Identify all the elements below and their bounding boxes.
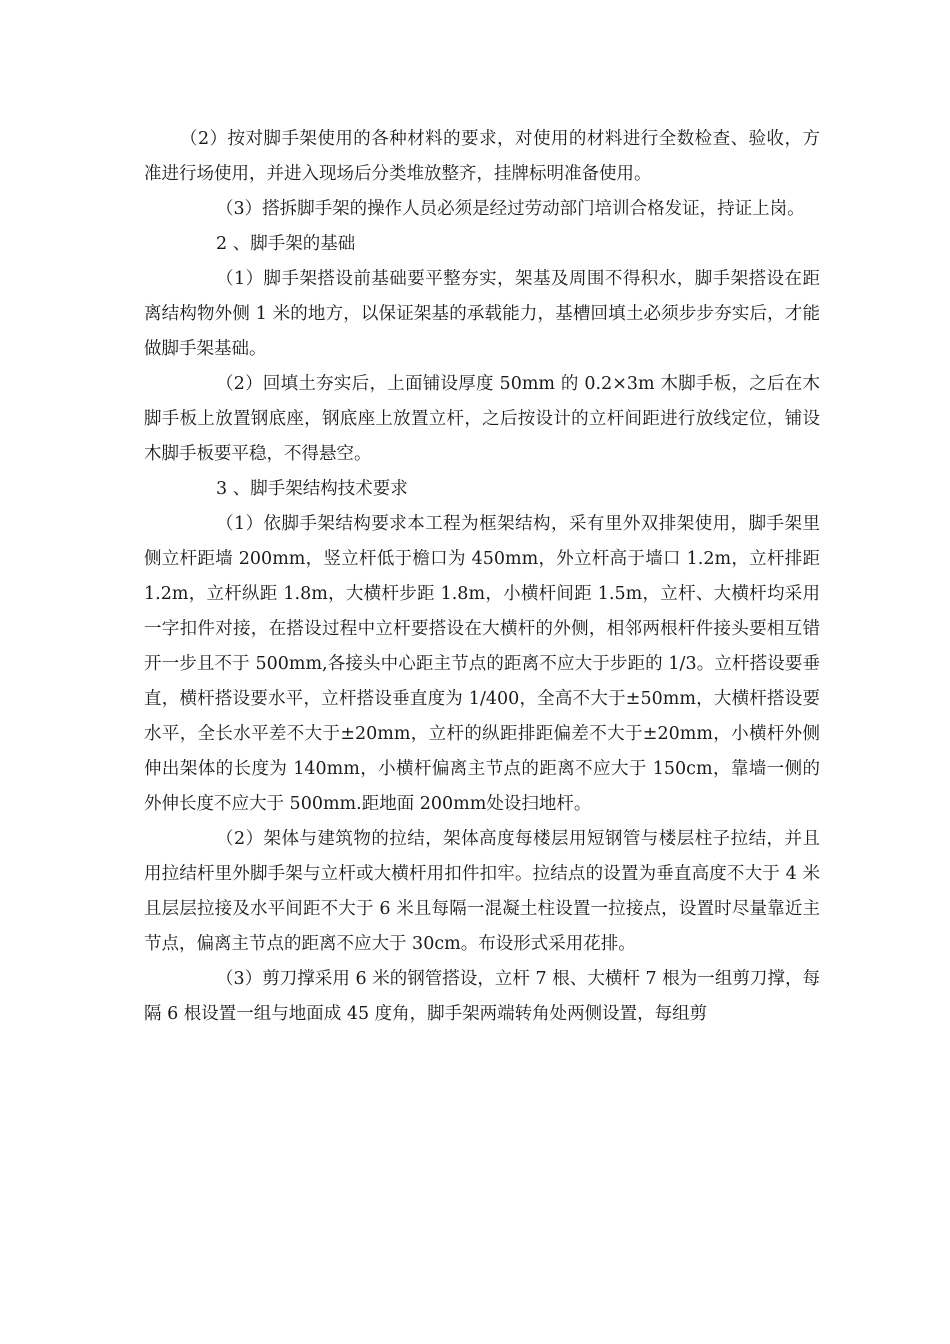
paragraph-structure-3: （3）剪刀撑采用 6 米的钢管搭设，立杆 7 根、大横杆 7 根为一组剪刀撑，每隔 6 根设置一组与地面成 45 度角，脚手架两端转角处两侧设置，每组剪 [144,969,820,1024]
paragraph-foundation-1: （1）脚手架搭设前基础要平整夯实，架基及周围不得积水，脚手架搭设在距离结构物外侧 1 米的地方，以保证架基的承载能力，基槽回填土必须步步夯实后，才能做脚手架基础。 [144,269,820,359]
paragraph-foundation-2: （2）回填土夯实后，上面铺设厚度 50mm 的 0.2×3m 木脚手板，之后在木脚手板上放置钢底座，钢底座上放置立杆，之后按设计的立杆间距进行放线定位，铺设木脚手板要平稳，不得悬空。 [144,374,820,464]
paragraph-material-inspection: （2）按对脚手架使用的各种材料的要求，对使用的材料进行全数检查、验收，方准进行场使用，并进入现场后分类堆放整齐，挂牌标明准备使用。 [144,129,820,184]
section-heading-foundation: 2 、脚手架的基础 [216,234,356,254]
paragraph-structure-2: （2）架体与建筑物的拉结，架体高度每楼层用短钢管与楼层柱子拉结，并且用拉结杆里外脚手架与立杆或大横杆用扣件扣牢。拉结点的设置为垂直高度不大于 4 米且层层拉接及水平间距不大于 6 米且每隔一混凝土柱设置一拉接点，设置时尽量靠近主节点，偏离主节点的距离不应大于 30cm。布设形式采用花排。 [144,829,820,954]
paragraph-structure-1: （1）依脚手架结构要求本工程为框架结构，采有里外双排架使用，脚手架里侧立杆距墙 200mm，竖立杆低于檐口为 450mm，外立杆高于墙口 1.2m，立杆排距 1.2m，立杆纵距 1.8m，大横杆步距 1.8m，小横杆间距 1.5m，立杆、大横杆均采用一字扣件对接，在搭设过程中立杆要搭设在大横杆的外侧，相邻两根杆件接头要相互错开一步且不于 500mm,各接头中心距主节点的距离不应大于步距的 1/3。立杆搭设要垂直，横杆搭设要水平，立杆搭设垂直度为 1/400，全高不大于±50mm，大横杆搭设要水平，全长水平差不大于±20mm，立杆的纵距排距偏差不大于±20mm，小横杆外侧伸出架体的长度为 140mm，小横杆偏离主节点的距离不应大于 150cm，靠墙一侧的外伸长度不应大于 500mm.距地面 200mm处设扫地杆。 [144,514,820,814]
document-page [144,122,820,1032]
paragraph-operator-certification: （3）搭拆脚手架的操作人员必须是经过劳动部门培训合格发证，持证上岗。 [216,199,805,219]
section-heading-structure: 3 、脚手架结构技术要求 [216,479,408,499]
